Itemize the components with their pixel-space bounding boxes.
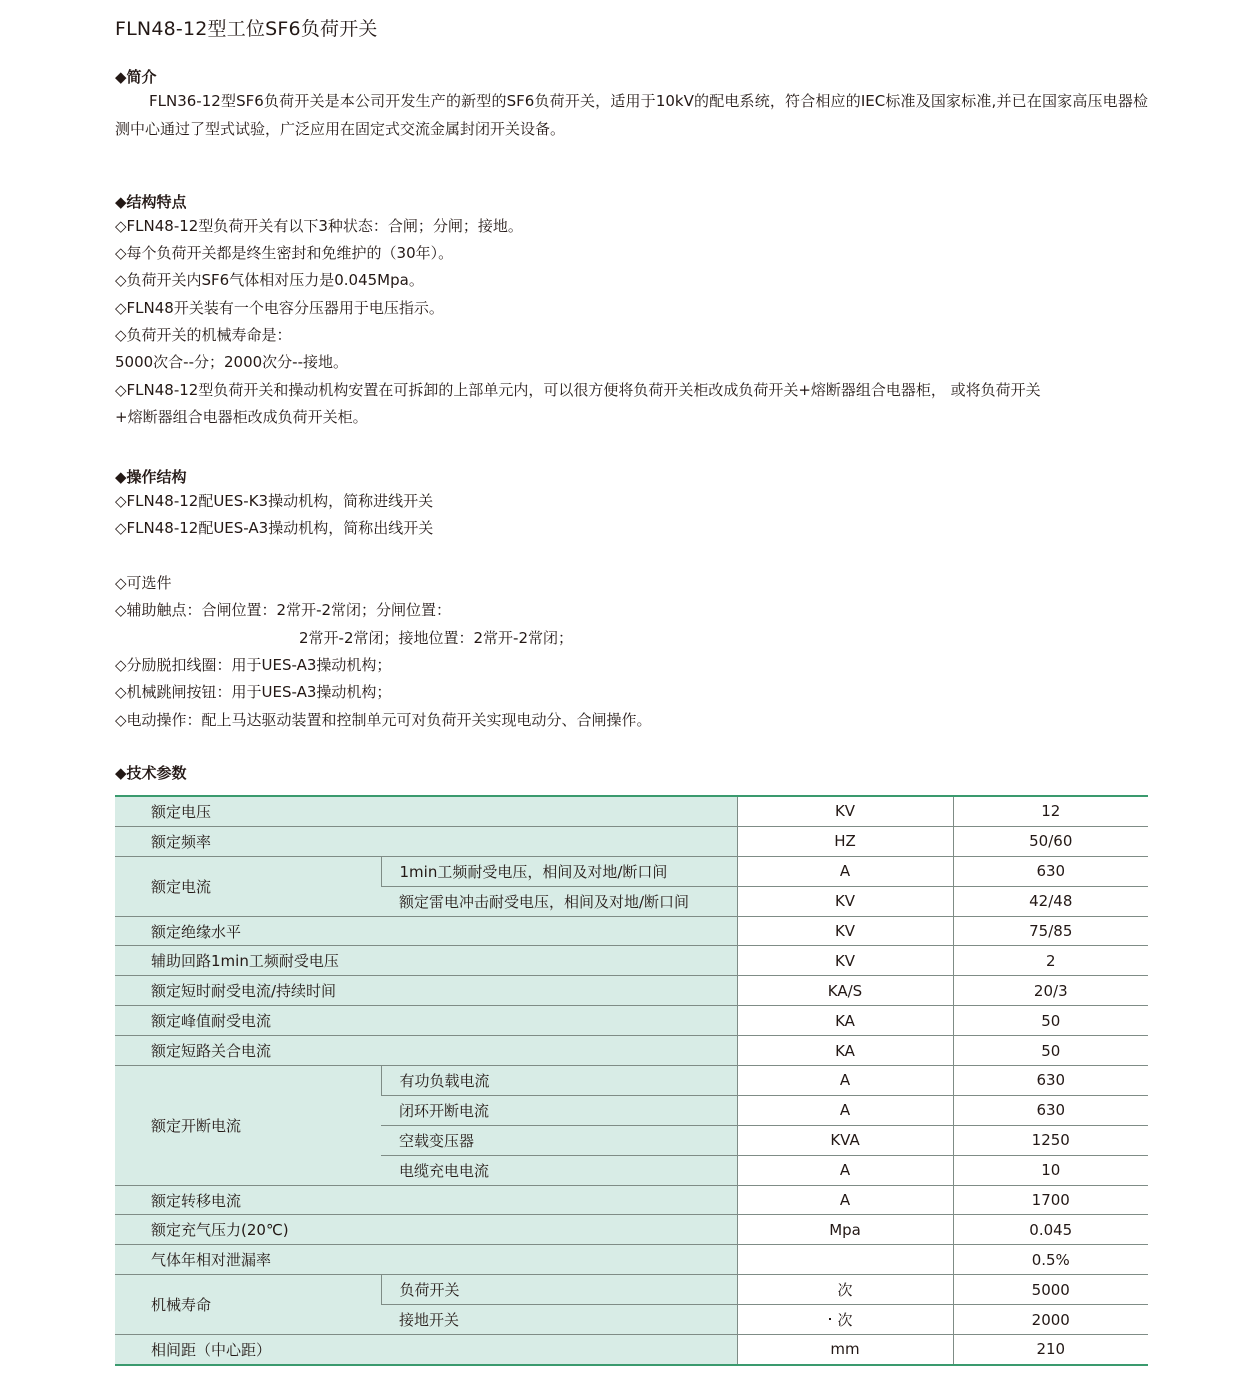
param-value: 210 <box>953 1335 1148 1365</box>
table-row <box>115 976 1148 1006</box>
param-value: 1700 <box>953 1185 1148 1215</box>
param-unit: A <box>737 856 953 886</box>
param-value: 50 <box>953 1036 1148 1066</box>
param-value: 2 <box>953 946 1148 976</box>
structure-line: ◇FLN48开关装有一个电容分压器用于电压指示。 <box>115 299 444 317</box>
table-row <box>115 1245 1148 1275</box>
param-value: 630 <box>953 1066 1148 1096</box>
table-row <box>115 1275 1148 1305</box>
param-unit: 次 <box>737 1305 953 1335</box>
param-unit: HZ <box>737 826 953 856</box>
param-unit: KVA <box>737 1125 953 1155</box>
param-unit: KV <box>737 886 953 916</box>
param-subname: 电缆充电电流 <box>381 1155 737 1185</box>
param-subname: 1min工频耐受电压，相间及对地/断口间 <box>381 856 737 886</box>
param-unit: A <box>737 1095 953 1125</box>
operation-line: ◇FLN48-12配UES-K3操动机构，简称进线开关 <box>115 492 434 510</box>
table-row <box>115 826 1148 856</box>
param-subname: 负荷开关 <box>381 1275 737 1305</box>
structure-line: ◇负荷开关内SF6气体相对压力是0.045Mpa。 <box>115 271 424 289</box>
param-value: 75/85 <box>953 916 1148 946</box>
param-name: 额定电压 <box>115 796 737 826</box>
param-name: 辅助回路1min工频耐受电压 <box>115 946 737 976</box>
operation-heading: ◆操作结构 <box>115 468 187 486</box>
options-line: ◇机械跳闸按钮：用于UES-A3操动机构； <box>115 683 392 701</box>
param-value: 0.045 <box>953 1215 1148 1245</box>
param-subname: 空载变压器 <box>381 1125 737 1155</box>
table-row <box>115 1335 1148 1365</box>
param-value: 20/3 <box>953 976 1148 1006</box>
param-value: 12 <box>953 796 1148 826</box>
param-value: 5000 <box>953 1275 1148 1305</box>
param-unit: A <box>737 1185 953 1215</box>
intro-heading: ◆简介 <box>115 68 157 86</box>
param-unit: A <box>737 1066 953 1096</box>
params-table <box>115 795 1148 1366</box>
param-value: 1250 <box>953 1125 1148 1155</box>
param-value: 630 <box>953 1095 1148 1125</box>
param-name: 额定频率 <box>115 826 737 856</box>
param-subname: 闭环开断电流 <box>381 1095 737 1125</box>
param-name: 额定转移电流 <box>115 1185 737 1215</box>
param-value: 42/48 <box>953 886 1148 916</box>
param-subname: 有功负载电流 <box>381 1066 737 1096</box>
options-line: ◇辅助触点：合闸位置：2常开-2常闭；分闸位置： <box>115 601 452 619</box>
param-value: 50 <box>953 1006 1148 1036</box>
param-value: 630 <box>953 856 1148 886</box>
structure-heading: ◆结构特点 <box>115 193 187 211</box>
param-name: 额定充气压力(20℃) <box>115 1215 737 1245</box>
table-row <box>115 1185 1148 1215</box>
param-value: 50/60 <box>953 826 1148 856</box>
param-unit <box>737 1245 953 1275</box>
table-row <box>115 1066 1148 1096</box>
param-unit: KA <box>737 1036 953 1066</box>
structure-line: ◇负荷开关的机械寿命是： <box>115 326 292 344</box>
table-row <box>115 1036 1148 1066</box>
param-unit: A <box>737 1155 953 1185</box>
param-name: 额定开断电流 <box>115 1066 381 1186</box>
param-name: 额定短时耐受电流/持续时间 <box>115 976 737 1006</box>
intro-paragraph: FLN36-12型SF6负荷开关是本公司开发生产的新型的SF6负荷开关，适用于10kV的配电系统，符合相应的IEC标准及国家标准,并已在国家高压电器检测中心通过了型式试验，广泛应用在固定式交流金属封闭开关设备。 <box>115 92 1148 138</box>
param-name: 额定峰值耐受电流 <box>115 1006 737 1036</box>
param-value: 0.5% <box>953 1245 1148 1275</box>
options-line: 2常开-2常闭；接地位置：2常开-2常闭； <box>299 629 574 647</box>
param-name: 机械寿命 <box>115 1275 381 1335</box>
param-name: 额定电流 <box>115 856 381 916</box>
param-value: 10 <box>953 1155 1148 1185</box>
params-heading: ◆技术参数 <box>115 764 187 782</box>
options-line: ◇可选件 <box>115 574 172 592</box>
options-line: ◇电动操作：配上马达驱动装置和控制单元可对负荷开关实现电动分、合闸操作。 <box>115 711 652 729</box>
structure-line: ◇FLN48-12型负荷开关和操动机构安置在可拆卸的上部单元内，可以很方便将负荷开关柜改成负荷开关+熔断器组合电器柜， 或将负荷开关 <box>115 381 1041 399</box>
stray-dot <box>829 1318 831 1320</box>
structure-line: 5000次合--分；2000次分--接地。 <box>115 353 348 371</box>
page-title: FLN48-12型工位SF6负荷开关 <box>115 18 378 40</box>
param-name: 额定短路关合电流 <box>115 1036 737 1066</box>
structure-line: ◇FLN48-12型负荷开关有以下3种状态：合闸；分闸；接地。 <box>115 217 523 235</box>
param-name: 相间距（中心距） <box>115 1335 737 1365</box>
table-row <box>115 946 1148 976</box>
param-unit: Mpa <box>737 1215 953 1245</box>
param-unit: KV <box>737 796 953 826</box>
param-unit: KV <box>737 916 953 946</box>
param-name: 额定绝缘水平 <box>115 916 737 946</box>
table-row <box>115 796 1148 826</box>
table-row <box>115 856 1148 886</box>
param-unit: 次 <box>737 1275 953 1305</box>
table-row <box>115 916 1148 946</box>
param-value: 2000 <box>953 1305 1148 1335</box>
param-unit: KV <box>737 946 953 976</box>
param-subname: 额定雷电冲击耐受电压，相间及对地/断口间 <box>381 886 737 916</box>
operation-line: ◇FLN48-12配UES-A3操动机构，简称出线开关 <box>115 519 434 537</box>
param-unit: KA <box>737 1006 953 1036</box>
structure-line: +熔断器组合电器柜改成负荷开关柜。 <box>115 408 368 426</box>
param-subname: 接地开关 <box>381 1305 737 1335</box>
table-row <box>115 1215 1148 1245</box>
structure-line: ◇每个负荷开关都是终生密封和免维护的（30年）。 <box>115 244 454 262</box>
options-line: ◇分励脱扣线圈：用于UES-A3操动机构； <box>115 656 392 674</box>
param-name: 气体年相对泄漏率 <box>115 1245 737 1275</box>
table-row <box>115 1006 1148 1036</box>
param-unit: KA/S <box>737 976 953 1006</box>
param-unit: mm <box>737 1335 953 1365</box>
